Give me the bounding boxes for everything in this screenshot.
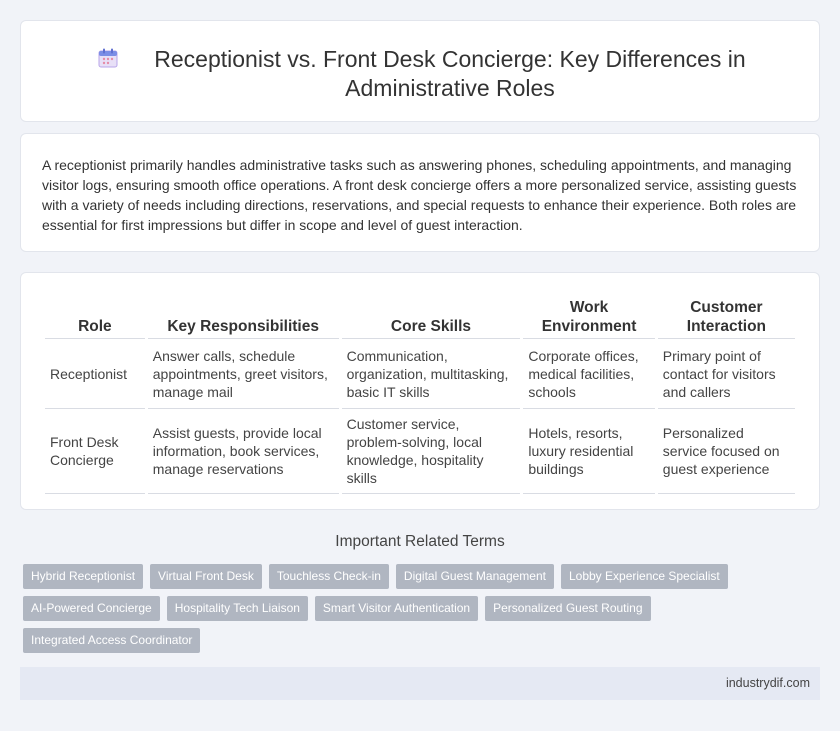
footer-site-name[interactable]: industrydif.com <box>725 676 810 690</box>
table-header-row <box>45 294 795 339</box>
table-cell: Communication, organization, multitasking, basic IT skills <box>342 339 521 409</box>
table-row <box>45 339 795 409</box>
table-cell: Customer service, problem-solving, local knowledge, hospitality skills <box>342 409 521 494</box>
title-card <box>20 20 820 122</box>
header-key-responsibilities: Key Responsibilities <box>148 294 339 339</box>
summary-card <box>20 133 820 252</box>
tag-lobby-experience-specialist[interactable]: Lobby Experience Specialist <box>561 564 728 589</box>
tag-personalized-guest-routing[interactable]: Personalized Guest Routing <box>485 596 650 621</box>
tag-digital-guest-management[interactable]: Digital Guest Management <box>396 564 554 589</box>
tag-integrated-access-coordinator[interactable]: Integrated Access Coordinator <box>23 628 200 653</box>
table-cell: Answer calls, schedule appointments, greet visitors, manage mail <box>148 339 339 409</box>
comparison-card <box>20 272 820 510</box>
table-row <box>45 409 795 494</box>
table-cell: Front Desk Concierge <box>45 409 145 494</box>
tag-hybrid-receptionist[interactable]: Hybrid Receptionist <box>23 564 143 589</box>
header-core-skills: Core Skills <box>342 294 521 339</box>
tag-touchless-check-in[interactable]: Touchless Check-in <box>269 564 389 589</box>
tag-hospitality-tech-liaison[interactable]: Hospitality Tech Liaison <box>167 596 308 621</box>
header-work-environment: Work Environment <box>523 294 654 339</box>
summary-text: A receptionist primarily handles administrative tasks such as answering phones, scheduling appointments, and managing visitor logs, ensuring smooth office operations. A front desk concierge offers a more personalized service, assisting guests with a variety of needs including directions, reservations, and special requests to enhance their experience. Both roles are essential for first impressions but differ in scope and level of guest interaction. <box>42 157 797 233</box>
page-title: Receptionist vs. Front Desk Concierge: Key Differences in Administrative Roles <box>154 46 746 101</box>
related-terms-list <box>23 564 813 653</box>
header-customer-interaction: Customer Interaction <box>658 294 795 339</box>
table-cell: Corporate offices, medical facilities, schools <box>523 339 654 409</box>
tag-virtual-front-desk[interactable]: Virtual Front Desk <box>150 564 262 589</box>
tag-ai-powered-concierge[interactable]: AI-Powered Concierge <box>23 596 160 621</box>
table-cell: Personalized service focused on guest experience <box>658 409 795 494</box>
table-cell: Primary point of contact for visitors and callers <box>658 339 795 409</box>
header-role: Role <box>45 294 145 339</box>
table-cell: Receptionist <box>45 339 145 409</box>
table-cell: Assist guests, provide local information, book services, manage reservations <box>148 409 339 494</box>
comparison-table <box>42 294 798 494</box>
related-terms-heading: Important Related Terms <box>335 533 505 550</box>
table-cell: Hotels, resorts, luxury residential buildings <box>523 409 654 494</box>
tag-smart-visitor-authentication[interactable]: Smart Visitor Authentication <box>315 596 478 621</box>
footer <box>20 667 820 700</box>
